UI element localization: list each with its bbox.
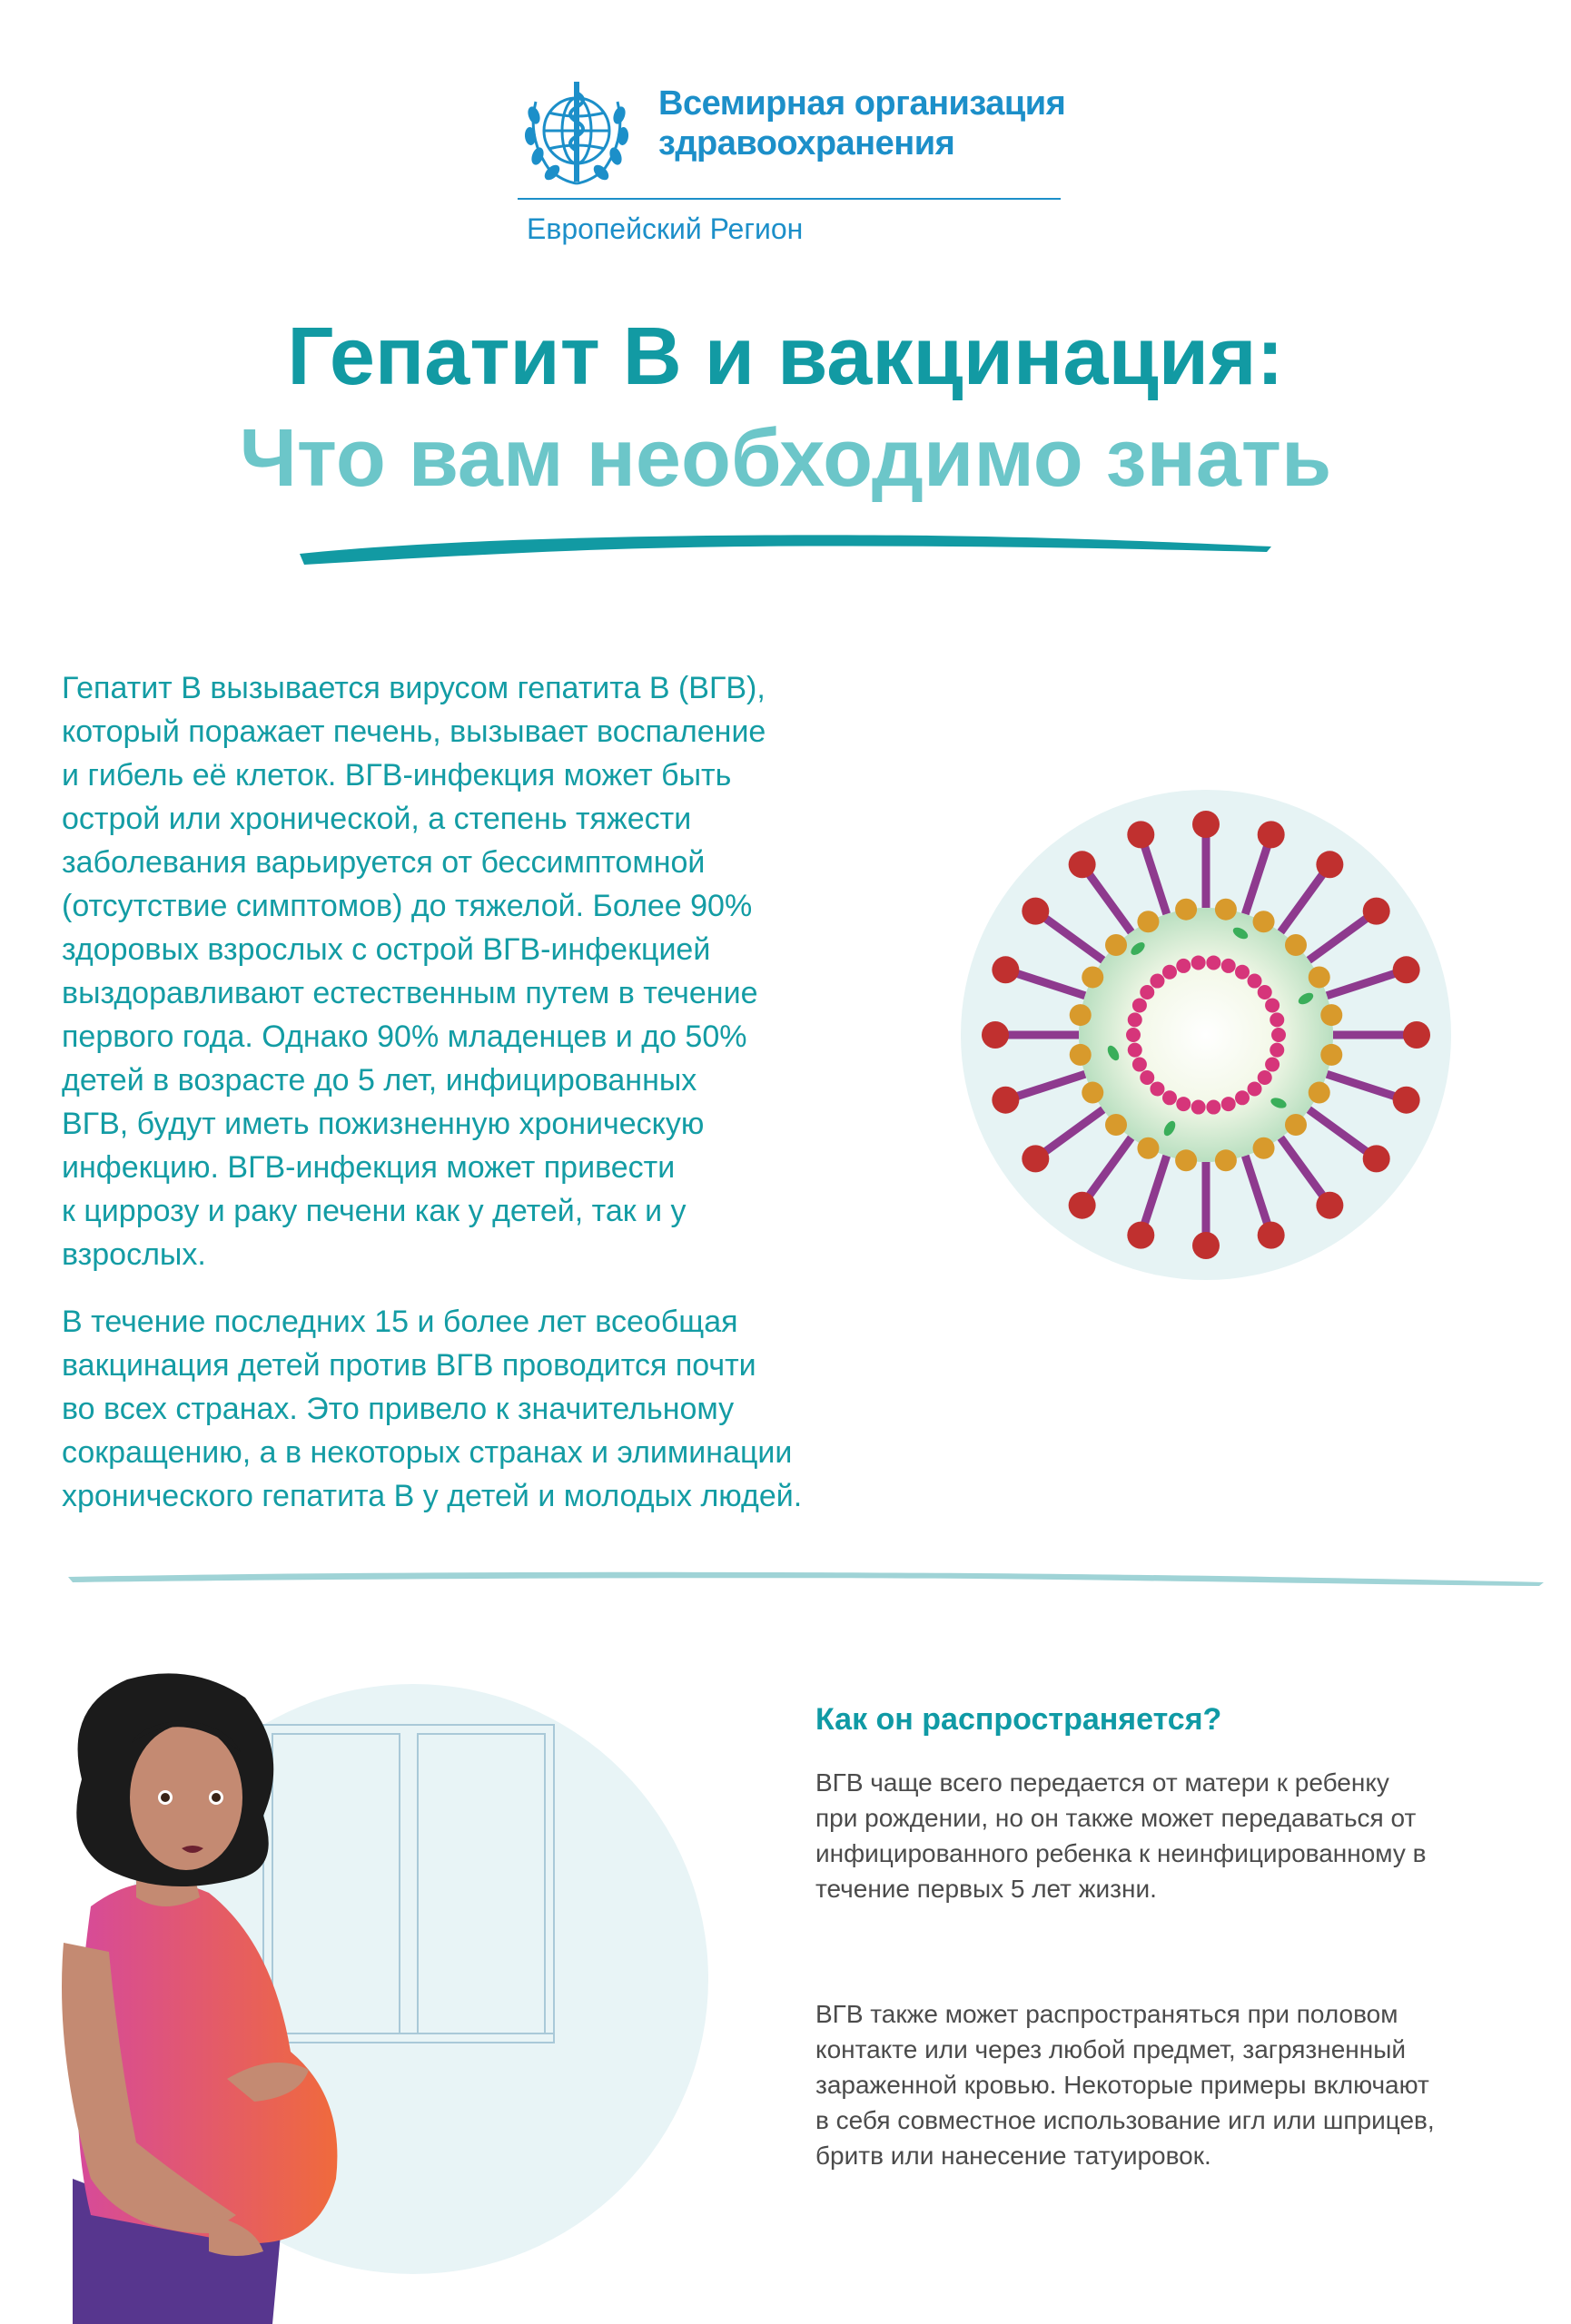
intro-paragraph-2-line: В течение последних 15 и более лет всеобщая [62, 1305, 738, 1339]
virus-spike-head [1363, 898, 1390, 925]
virus-dna-dot [1258, 985, 1272, 1000]
logo-divider [518, 198, 1061, 200]
virus-capsid-dot [1175, 899, 1197, 921]
virus-capsid-dot [1137, 1137, 1159, 1159]
intro-paragraph-2-line: хронического гепатита B у детей и молодых людей. [62, 1479, 803, 1513]
virus-dna-dot [1235, 965, 1250, 980]
virus-capsid-dot [1082, 1082, 1103, 1104]
org-name [658, 84, 1076, 163]
virus-spike-head [1069, 851, 1096, 878]
intro-paragraph-1-line: выздоравливают естественным путем в течение [62, 976, 758, 1010]
virus-capsid-dot [1215, 1149, 1237, 1171]
virus-capsid-dot [1175, 1149, 1197, 1171]
virus-capsid-dot [1082, 966, 1103, 988]
page-subtitle: Что вам необходимо знать [239, 413, 1332, 504]
intro-paragraph-1-line: первого года. Однако 90% младенцев и до 50% [62, 1019, 747, 1054]
page-title: Гепатит В и вакцинация: [287, 311, 1284, 402]
virus-capsid-dot [1320, 1044, 1342, 1066]
virus-spike-head [1127, 821, 1154, 848]
org-name-line2: здравоохранения [658, 124, 955, 162]
virus-capsid-dot [1309, 966, 1330, 988]
virus-spike-head [1393, 956, 1420, 983]
virus-spike-head [1022, 1145, 1049, 1172]
virus-spike-head [1127, 1222, 1154, 1249]
virus-spike-head [1403, 1021, 1430, 1049]
spread-paragraph-1-line: инфицированного ребенка к неинфицированному в [815, 1839, 1427, 1867]
virus-dna-dot [1270, 1043, 1284, 1058]
intro-paragraph-1-line: к циррозу и раку печени как у детей, так и у [62, 1194, 687, 1228]
virus-dna-dot [1176, 1097, 1191, 1111]
intro-paragraph-1 [62, 666, 879, 1276]
region-label: Европейский Регион [527, 212, 804, 245]
virus-dna-dot [1265, 998, 1280, 1012]
virus-capsid-dot [1070, 1044, 1092, 1066]
intro-paragraph-2 [62, 1300, 879, 1518]
intro-paragraph-1-line: инфекцию. ВГВ-инфекция может привести [62, 1150, 676, 1185]
virus-dna-dot [1248, 1081, 1262, 1096]
intro-paragraph-2-line: сокращению, а в некоторых странах и элиминации [62, 1435, 793, 1470]
virus-capsid-dot [1105, 934, 1127, 956]
intro-paragraph-2-line: вакцинация детей против ВГВ проводится почти [62, 1348, 756, 1383]
virus-dna-dot [1132, 1058, 1147, 1072]
who-emblem-icon [509, 65, 645, 202]
virus-capsid-dot [1070, 1004, 1092, 1026]
virus-spike-head [992, 956, 1019, 983]
org-name-line1: Всемирная организация [658, 84, 1066, 123]
virus-capsid-dot [1285, 1114, 1307, 1136]
intro-paragraph-1-line: детей в возрасте до 5 лет, инфицированных [62, 1063, 697, 1098]
virus-dna-dot [1132, 998, 1147, 1012]
intro-paragraph-1-line: здоровых взрослых с острой ВГВ-инфекцией [62, 932, 711, 967]
spread-paragraph-2-line: в себя совместное использование игл или шприцев, [815, 2106, 1435, 2134]
virus-dna-dot [1140, 985, 1154, 1000]
virus-dna-dot [1176, 959, 1191, 973]
virus-dna-dot [1140, 1070, 1154, 1085]
virus-spike-head [1316, 851, 1343, 878]
virus-capsid-dot [1105, 1114, 1127, 1136]
virus-spike-head [1069, 1192, 1096, 1219]
virus-dna-dot [1265, 1058, 1280, 1072]
virus-spike-head [1258, 821, 1285, 848]
virus-spike-head [1258, 1222, 1285, 1249]
virus-dna-dot [1270, 1012, 1284, 1027]
spread-paragraph-2-line: ВГВ также может распространяться при половом [815, 2000, 1398, 2028]
virus-spike-head [1192, 1232, 1220, 1259]
intro-paragraph-1-line: который поражает печень, вызывает воспаление [62, 714, 766, 749]
intro-paragraph-1-line: и гибель её клеток. ВГВ-инфекция может быть [62, 758, 732, 793]
section-divider [68, 1566, 1544, 1593]
virus-dna-dot [1162, 965, 1177, 980]
intro-paragraph-2-line: во всех странах. Это привело к значительному [62, 1392, 735, 1426]
virus-spike-head [1363, 1145, 1390, 1172]
intro-paragraph-1-line: (отсутствие симптомов) до тяжелой. Более 90% [62, 889, 753, 923]
virus-spike-head [1393, 1087, 1420, 1114]
virus-dna-dot [1162, 1090, 1177, 1105]
intro-paragraph-1-line: взрослых. [62, 1237, 206, 1272]
hepatitis-b-virus-icon [952, 781, 1460, 1289]
virus-spike-head [1316, 1192, 1343, 1219]
title-brush-underline [295, 517, 1276, 572]
virus-capsid-dot [1320, 1004, 1342, 1026]
virus-spike-head [1022, 898, 1049, 925]
virus-dna-dot [1271, 1028, 1286, 1042]
virus-capsid-dot [1253, 911, 1275, 932]
virus-spike-head [982, 1021, 1009, 1049]
virus-spike-head [1192, 811, 1220, 838]
virus-dna-dot [1248, 974, 1262, 989]
spread-paragraph-2-line: бритв или нанесение татуировок. [815, 2142, 1211, 2170]
who-logo [509, 65, 1072, 265]
virus-capsid-dot [1309, 1082, 1330, 1104]
spread-paragraph-1-line: при рождении, но он также может передаваться от [815, 1804, 1417, 1832]
spread-heading: Как он распространяется? [815, 1702, 1222, 1737]
virus-dna-dot [1128, 1043, 1142, 1058]
virus-dna-dot [1206, 1100, 1220, 1115]
spread-paragraph-1-line: течение первых 5 лет жизни. [815, 1875, 1157, 1903]
virus-capsid-dot [1285, 934, 1307, 956]
intro-paragraph-1-line: острой или хронической, а степень тяжести [62, 802, 692, 836]
spread-paragraph-2 [815, 1996, 1533, 2173]
virus-capsid-dot [1215, 899, 1237, 921]
virus-spike-head [992, 1087, 1019, 1114]
virus-dna-dot [1221, 1097, 1236, 1111]
virus-dna-dot [1206, 955, 1220, 970]
spread-paragraph-2-line: зараженной кровью. Некоторые примеры включают [815, 2071, 1429, 2099]
virus-dna-dot [1150, 974, 1164, 989]
virus-dna-dot [1191, 955, 1206, 970]
virus-dna-dot [1150, 1081, 1164, 1096]
virus-dna-dot [1126, 1028, 1141, 1042]
virus-dna-dot [1258, 1070, 1272, 1085]
pregnant-woman-illustration [54, 1670, 745, 2324]
virus-dna-dot [1221, 959, 1236, 973]
virus-capsid-dot [1137, 911, 1159, 932]
virus-dna-dot [1128, 1012, 1142, 1027]
spread-paragraph-1 [815, 1765, 1533, 1906]
virus-dna-dot [1235, 1090, 1250, 1105]
intro-paragraph-1-line: Гепатит B вызывается вирусом гепатита B (ВГВ), [62, 671, 766, 705]
intro-paragraph-1-line: заболевания варьируется от бессимптомной [62, 845, 706, 880]
virus-capsid-dot [1253, 1137, 1275, 1159]
spread-paragraph-2-line: контакте или через любой предмет, загрязненный [815, 2035, 1406, 2063]
virus-dna-dot [1191, 1100, 1206, 1115]
intro-paragraph-1-line: ВГВ, будут иметь пожизненную хроническую [62, 1107, 705, 1141]
spread-paragraph-1-line: ВГВ чаще всего передается от матери к ребенку [815, 1768, 1389, 1797]
